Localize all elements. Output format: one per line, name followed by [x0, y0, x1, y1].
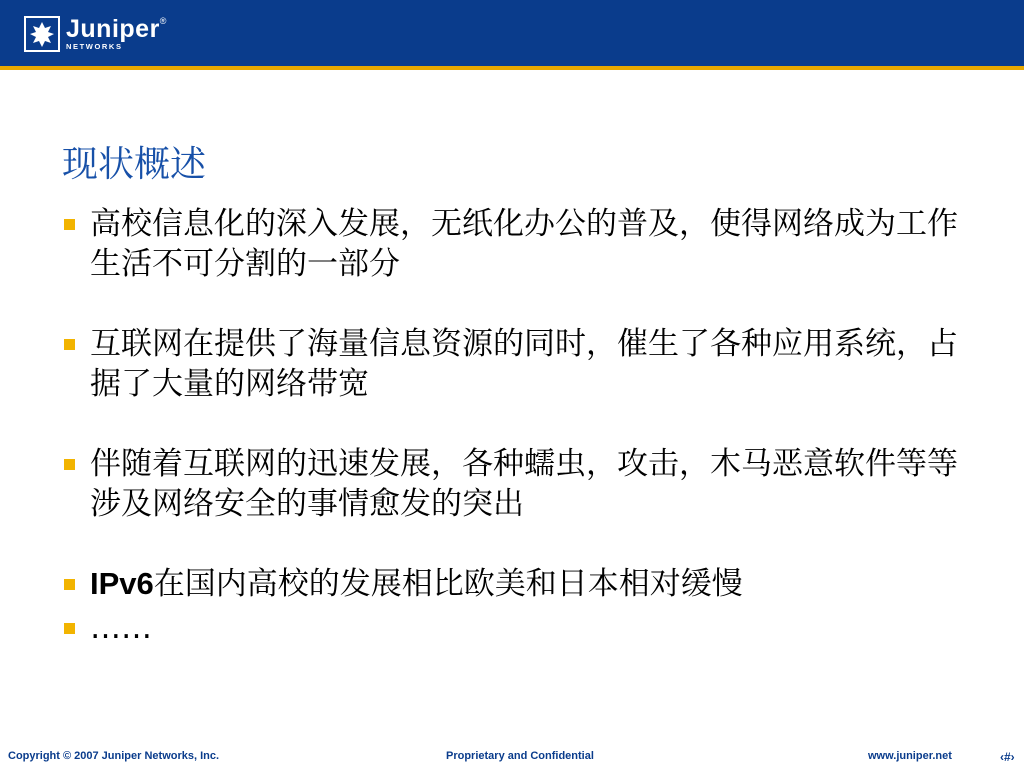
footer-copyright: Copyright © 2007 Juniper Networks, Inc. [8, 750, 220, 762]
header-band [0, 0, 1024, 66]
bullet-square-icon [64, 579, 75, 590]
bullet-item [62, 204, 962, 284]
bullet-list [62, 204, 962, 648]
bullet-square-icon [64, 219, 75, 230]
header-rule [0, 66, 1024, 70]
slide-title: 现状概述 [62, 144, 207, 185]
bullet-bold-run: IPv6 [90, 566, 154, 601]
footer [0, 748, 1024, 768]
bullet-square-icon [64, 623, 75, 634]
bullet-square-icon [64, 459, 75, 470]
juniper-logo [24, 14, 166, 54]
bullet-text: 互联网在提供了海量信息资源的同时，催生了各种应用系统，占据了大量的网络带宽 [90, 326, 958, 402]
bullet-item [62, 444, 962, 524]
bullet-text: 高校信息化的深入发展，无纸化办公的普及，使得网络成为工作生活不可分割的一部分 [90, 206, 958, 282]
bullet-item [62, 608, 962, 648]
logo-subtitle: NETWORKS [66, 42, 123, 52]
footer-confidential: Proprietary and Confidential [446, 750, 594, 762]
footer-url: www.juniper.net [868, 750, 952, 762]
footer-page-number: ‹#› [1000, 750, 1015, 764]
bullet-text: 伴随着互联网的迅速发展，各种蠕虫，攻击，木马恶意软件等等涉及网络安全的事情愈发的突出 [90, 446, 958, 522]
bullet-text: 在国内高校的发展相比欧美和日本相对缓慢 [153, 566, 743, 602]
logo-registered-mark: ® [159, 16, 167, 27]
bullet-text: …… [90, 610, 152, 646]
bullet-item [62, 324, 962, 404]
bullet-square-icon [64, 339, 75, 350]
logo-name: Juniper [66, 15, 160, 44]
juniper-leaf-icon [24, 16, 60, 52]
bullet-item [62, 564, 962, 604]
